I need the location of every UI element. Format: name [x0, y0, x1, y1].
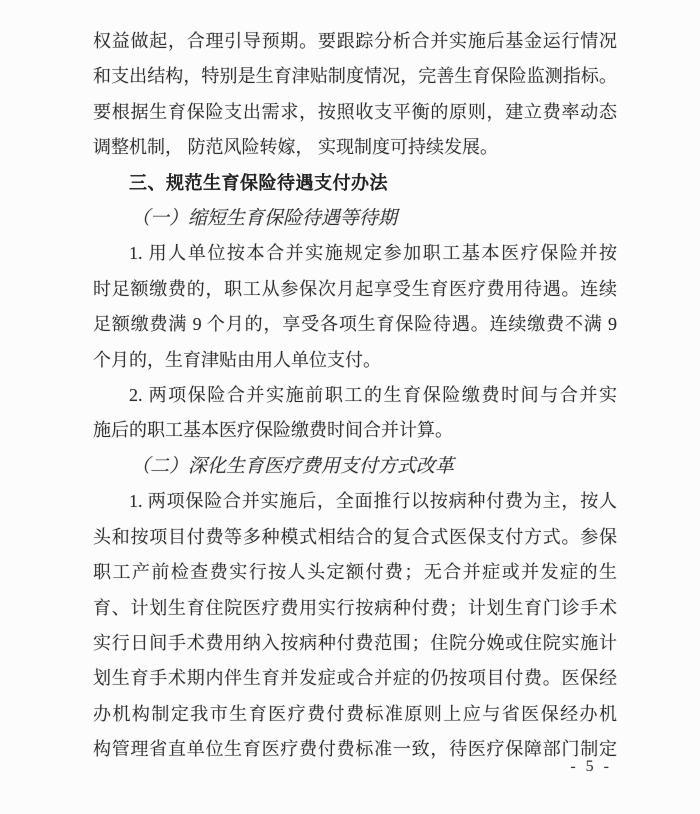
body-text-line: 育、计划生育住院医疗费用实行按病种付费；计划生育门诊手术	[93, 597, 617, 618]
body-text-line: 划生育手术期内伴生育并发症或合并症的仍按项目付费。医保经	[93, 668, 617, 689]
subsection-heading: （一）缩短生育保险待遇等待期	[131, 208, 398, 230]
body-text-line: 构管理省直单位生育医疗费付费标准一致，待医疗保障部门制定	[93, 739, 617, 760]
body-text-line: 1. 两项保险合并实施后，全面推行以按病种付费为主，按人	[129, 491, 617, 512]
body-text-line: 1. 用人单位按本合并实施规定参加职工基本医疗保险并按	[129, 243, 617, 264]
body-text-line: 时足额缴费的，职工从参保次月起享受生育医疗费用待遇。连续	[93, 278, 617, 299]
body-text-line: 足额缴费满 9 个月的，享受各项生育保险待遇。连续缴费不满 9	[93, 314, 617, 335]
body-text-line: 实行日间手术费用纳入按病种付费范围；住院分娩或住院实施计	[93, 632, 617, 653]
body-text-line: 权益做起，合理引导预期。要跟踪分析合并实施后基金运行情况	[93, 31, 617, 51]
document-body	[93, 24, 617, 768]
body-text-line: 职工产前检查费实行按人头定额付费；无合并症或并发症的生	[93, 562, 617, 583]
body-text-line: 和支出结构，特别是生育津贴制度情况，完善生育保险监测指标。	[93, 66, 617, 87]
body-text-line: 要根据生育保险支出需求，按照收支平衡的原则，建立费率动态	[93, 101, 617, 122]
body-text-line: 施后的职工基本医疗保险缴费时间合并计算。	[93, 420, 453, 441]
page-number: - 5 -	[570, 758, 612, 775]
body-text-line: 头和按项目付费等多种模式相结合的复合式医保支付方式。参保	[93, 526, 617, 547]
body-text-line: 调整机制， 防范风险转嫁， 实现制度可持续发展。	[93, 137, 498, 158]
body-text-line: 2. 两项保险合并实施前职工的生育保险缴费时间与合并实	[129, 385, 617, 406]
body-text-line: 个月的，生育津贴由用人单位支付。	[93, 349, 381, 370]
section-heading: 三、规范生育保险待遇支付办法	[129, 172, 388, 193]
body-text-line: 办机构制定我市生育医疗费付费标准原则上应与省医保经办机	[93, 703, 617, 724]
subsection-heading: （二）深化生育医疗费用支付方式改革	[131, 455, 455, 477]
